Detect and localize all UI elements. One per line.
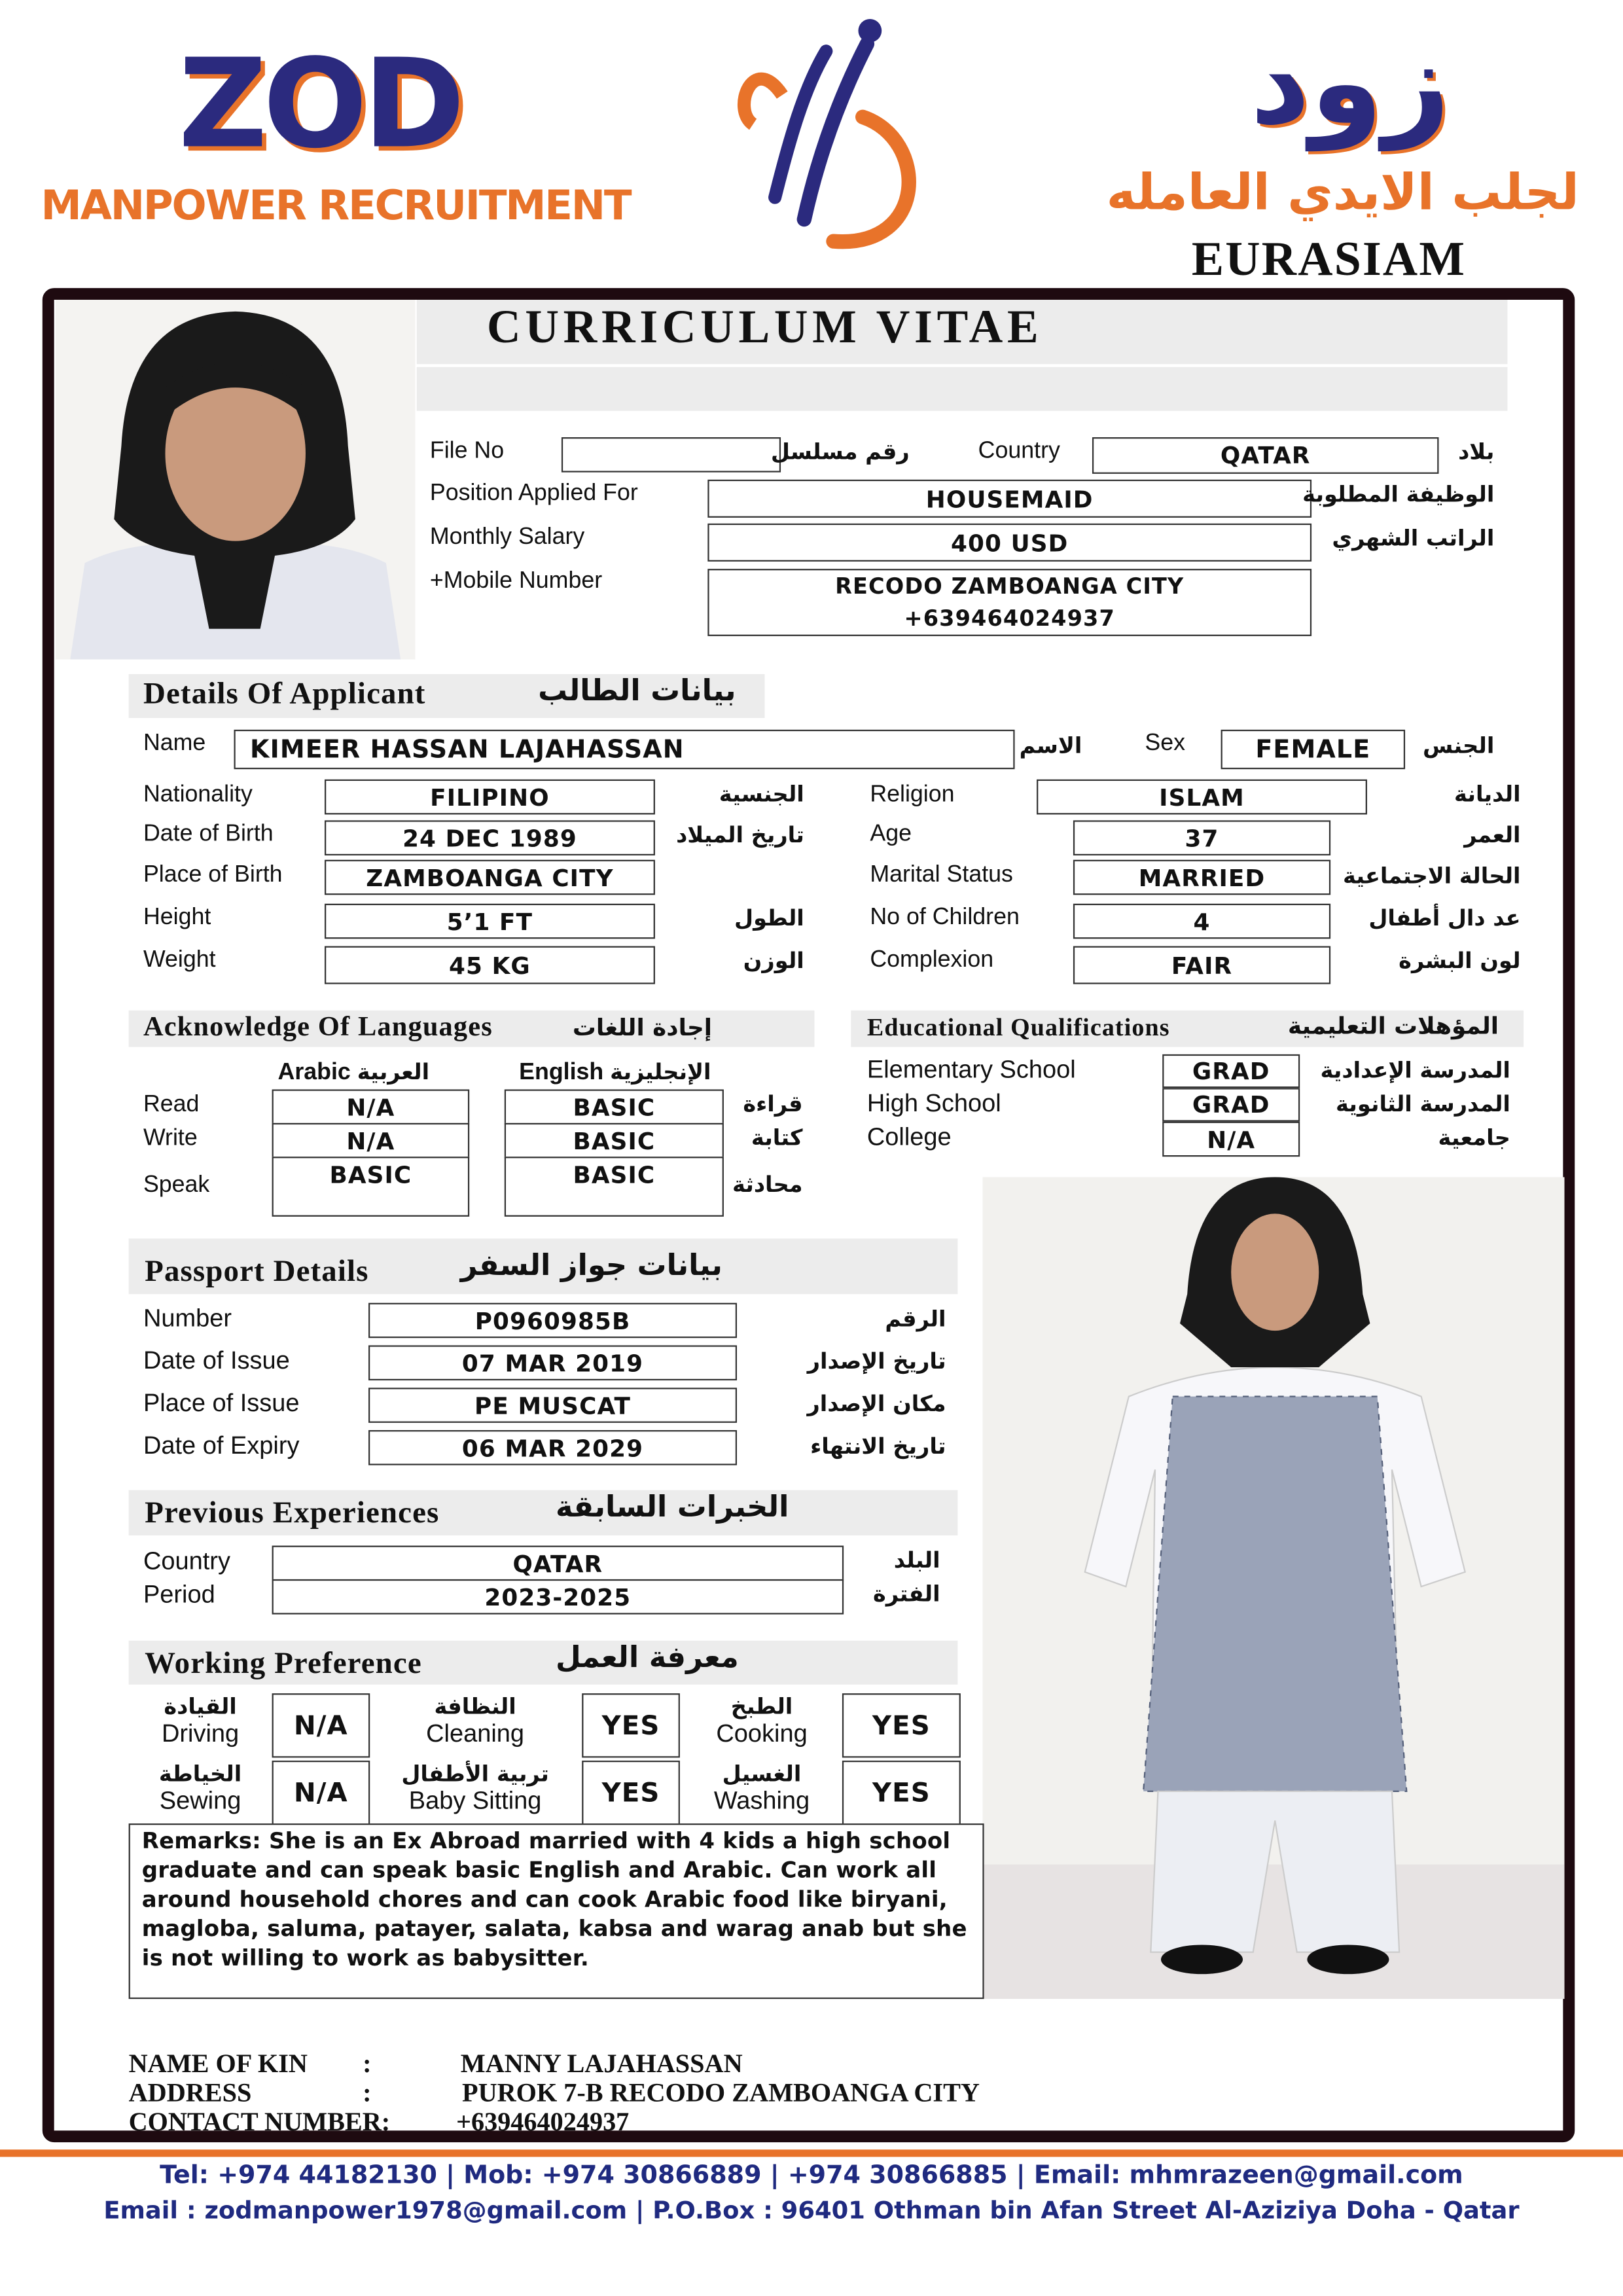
applicant-full-body-photo xyxy=(982,1177,1564,2000)
experience-country-label: Country xyxy=(143,1547,230,1575)
nationality-field[interactable]: FILIPINO xyxy=(325,780,655,815)
driving-label: Driving xyxy=(161,1719,240,1748)
kin-name-sep: : xyxy=(363,2049,372,2078)
expiry-date-field[interactable]: 06 MAR 2029 xyxy=(368,1430,737,1465)
footer-orange-rule xyxy=(0,2149,1623,2157)
complexion-field[interactable]: FAIR xyxy=(1073,946,1330,984)
cleaning-label: Cleaning xyxy=(426,1719,525,1748)
arabic-header-ar: العربية xyxy=(357,1058,430,1085)
age-label-ar: العمر xyxy=(1464,821,1521,848)
driving-field[interactable]: N/A xyxy=(272,1693,370,1757)
washing-label-ar: الغسيل xyxy=(722,1760,802,1787)
cleaning-field[interactable]: YES xyxy=(582,1693,680,1757)
highschool-field[interactable]: GRAD xyxy=(1162,1088,1300,1121)
brand-name: EURASIAM xyxy=(1191,234,1467,287)
applicant-headshot-photo xyxy=(56,300,416,660)
mobile-label: +Mobile Number xyxy=(429,569,603,594)
salary-label: Monthly Salary xyxy=(429,525,585,550)
washing-label: Washing xyxy=(713,1787,810,1815)
preference-title-ar: معرفة العمل xyxy=(555,1639,739,1675)
mobile-line-1: RECODO ZAMBOANGA CITY xyxy=(835,573,1185,600)
read-label-ar: قراءة xyxy=(743,1090,803,1117)
cooking-label: Cooking xyxy=(716,1719,808,1748)
height-label: Height xyxy=(143,905,211,930)
mobile-line-2: +639464024937 xyxy=(904,605,1115,632)
experience-country-label-ar: البلد xyxy=(893,1547,940,1573)
cooking-label-group xyxy=(696,1693,827,1749)
languages-title-ar: إجادة اللغات xyxy=(572,1013,713,1041)
name-label-ar: الاسم xyxy=(1019,732,1082,759)
cv-subtitle-band xyxy=(417,367,1508,411)
arabic-header-en: Arabic xyxy=(277,1060,351,1085)
education-title-ar: المؤهلات التعليمية xyxy=(1287,1012,1499,1040)
arabic-tagline: لجلب الايدي العامله xyxy=(1106,164,1579,223)
write-label-ar: كتابة xyxy=(751,1124,803,1151)
weight-field[interactable]: 45 KG xyxy=(325,946,655,984)
children-label-ar: عد دال أطفال xyxy=(1368,905,1521,932)
cooking-label-ar: الطبخ xyxy=(730,1693,793,1720)
issue-place-field[interactable]: PE MUSCAT xyxy=(368,1388,737,1423)
position-field[interactable]: HOUSEMAID xyxy=(707,480,1311,518)
speak-arabic-field[interactable]: BASIC xyxy=(272,1157,470,1217)
pob-label: Place of Birth xyxy=(143,863,283,888)
driving-label-ar: القيادة xyxy=(164,1693,237,1720)
sewing-label-group xyxy=(142,1761,259,1816)
height-label-ar: الطول xyxy=(734,905,804,932)
college-label-ar: جامعية xyxy=(1438,1124,1510,1151)
file-no-label-ar: رقم مسلسل xyxy=(770,439,910,465)
pob-field[interactable]: ZAMBOANGA CITY xyxy=(325,860,655,895)
religion-label-ar: الديانة xyxy=(1454,781,1521,808)
country-label-ar: بلاد xyxy=(1458,439,1495,465)
elementary-label: Elementary School xyxy=(866,1056,1076,1084)
write-english-field[interactable]: BASIC xyxy=(505,1123,724,1158)
experience-period-field[interactable]: 2023-2025 xyxy=(272,1579,844,1615)
expiry-date-label: Date of Expiry xyxy=(143,1431,300,1460)
english-header-ar: الإنجليزية xyxy=(610,1058,711,1085)
religion-field[interactable]: ISLAM xyxy=(1037,780,1367,815)
sex-field[interactable]: FEMALE xyxy=(1221,730,1406,769)
passport-title-ar: بيانات جواز السفر xyxy=(460,1247,722,1283)
experience-title: Previous Experiences xyxy=(145,1494,440,1530)
elementary-field[interactable]: GRAD xyxy=(1162,1054,1300,1088)
speak-english-field[interactable]: BASIC xyxy=(505,1157,724,1217)
passport-number-label-ar: الرقم xyxy=(885,1306,946,1333)
college-label: College xyxy=(866,1122,952,1151)
babysitting-label-group xyxy=(383,1761,567,1816)
kin-address-sep: : xyxy=(363,2077,372,2108)
kin-name-label: NAME OF KIN xyxy=(128,2049,308,2078)
kin-contact-label: CONTACT NUMBER: xyxy=(128,2107,391,2137)
write-arabic-field[interactable]: N/A xyxy=(272,1123,470,1158)
mobile-field[interactable] xyxy=(707,569,1311,636)
salary-field[interactable]: 400 USD xyxy=(707,524,1311,562)
country-label: Country xyxy=(978,439,1060,464)
experience-country-field[interactable]: QATAR xyxy=(272,1546,844,1581)
college-field[interactable]: N/A xyxy=(1162,1122,1300,1157)
issue-date-label-ar: تاريخ الإصدار xyxy=(807,1348,946,1375)
weight-label-ar: الوزن xyxy=(743,947,804,974)
position-label-ar: الوظيفة المطلوبة xyxy=(1302,481,1495,508)
issue-date-label: Date of Issue xyxy=(143,1346,290,1375)
details-title-ar: بيانات الطالب xyxy=(538,672,736,708)
remarks-box: Remarks: She is an Ex Abroad married with 4 kids a high school graduate and can speak basic English and Arabic. Can work all around household chores and can cook Arabic food like biryani, magloba, saluma, patayer, salata, kabsa and warag anab but she is not willing to work as babysitter. xyxy=(129,1823,984,1999)
sewing-label-ar: الخياطة xyxy=(158,1760,242,1787)
issue-place-label: Place of Issue xyxy=(143,1389,300,1417)
kin-address-label: ADDRESS xyxy=(128,2077,252,2108)
file-no-field[interactable] xyxy=(562,437,781,473)
complexion-label-ar: لون البشرة xyxy=(1399,947,1521,974)
babysitting-label-ar: تربية الأطفال xyxy=(401,1760,549,1787)
nationality-label-ar: الجنسية xyxy=(719,781,804,808)
issue-place-label-ar: مكان الإصدار xyxy=(807,1390,946,1417)
age-field[interactable]: 37 xyxy=(1073,820,1330,855)
details-title: Details Of Applicant xyxy=(143,675,426,711)
highschool-label-ar: المدرسة الثانوية xyxy=(1335,1090,1510,1117)
weight-label: Weight xyxy=(143,947,216,973)
cleaning-label-ar: النظافة xyxy=(434,1693,516,1720)
sewing-label: Sewing xyxy=(159,1787,241,1815)
children-label: No of Children xyxy=(870,905,1020,930)
file-no-label: File No xyxy=(429,439,505,464)
name-field[interactable]: KIMEER HASSAN LAJAHASSAN xyxy=(234,730,1014,769)
passport-title: Passport Details xyxy=(145,1253,369,1289)
expiry-date-label-ar: تاريخ الانتهاء xyxy=(810,1433,946,1460)
read-label: Read xyxy=(143,1092,200,1117)
zod-logo-text: ZOD xyxy=(178,32,461,176)
washing-label-group xyxy=(696,1761,827,1816)
highschool-label: High School xyxy=(866,1089,1001,1117)
country-field[interactable]: QATAR xyxy=(1092,437,1439,474)
speak-label: Speak xyxy=(143,1172,210,1198)
name-label: Name xyxy=(143,731,206,757)
position-label: Position Applied For xyxy=(429,481,638,507)
elementary-label-ar: المدرسة الإعدادية xyxy=(1320,1057,1510,1084)
religion-label: Religion xyxy=(870,782,955,808)
passport-number-field[interactable]: P0960985B xyxy=(368,1303,737,1338)
kin-address-value: PUROK 7-B RECODO ZAMBOANGA CITY xyxy=(462,2077,980,2108)
experience-title-ar: الخبرات السابقة xyxy=(555,1488,789,1524)
washing-field[interactable]: YES xyxy=(842,1761,961,1825)
dob-label-ar: تاريخ الميلاد xyxy=(676,821,804,848)
cv-title: CURRICULUM VITAE xyxy=(486,300,1043,353)
height-field[interactable]: 5’1 FT xyxy=(325,904,655,939)
languages-title: Acknowledge Of Languages xyxy=(143,1012,493,1043)
english-column-header xyxy=(519,1059,711,1086)
read-arabic-field[interactable]: N/A xyxy=(272,1089,470,1124)
sex-label-ar: الجنس xyxy=(1423,732,1495,759)
kin-name-value: MANNY LAJAHASSAN xyxy=(460,2049,743,2078)
marital-label-ar: الحالة الاجتماعية xyxy=(1342,863,1521,889)
nationality-label: Nationality xyxy=(143,782,253,808)
speak-label-ar: محادثة xyxy=(732,1171,803,1198)
dob-label: Date of Birth xyxy=(143,821,274,847)
preference-title: Working Preference xyxy=(145,1645,422,1681)
sewing-field[interactable]: N/A xyxy=(272,1761,370,1825)
salary-label-ar: الراتب الشهري xyxy=(1332,525,1495,552)
complexion-label: Complexion xyxy=(870,947,994,973)
babysitting-label: Baby Sitting xyxy=(408,1787,542,1815)
experience-period-label: Period xyxy=(143,1581,215,1609)
babysitting-field[interactable]: YES xyxy=(582,1761,680,1825)
footer-contact-line-1: Tel: +974 44182130 | Mob: +974 30866889 | +974 30866885 | Email: mhmrazeen@gmail.com xyxy=(160,2161,1463,2191)
footer-contact-line-2: Email : zodmanpower1978@gmail.com | P.O.Box : 96401 Othman bin Afan Street Al-Aziziya Doha - Qatar xyxy=(103,2196,1520,2225)
driving-label-group xyxy=(142,1693,259,1749)
cooking-field[interactable]: YES xyxy=(842,1693,961,1757)
company-subtitle: MANPOWER RECRUITMENT xyxy=(41,181,631,230)
dob-field[interactable]: 24 DEC 1989 xyxy=(325,820,655,855)
write-label: Write xyxy=(143,1126,198,1151)
marital-label: Marital Status xyxy=(870,863,1013,888)
sex-label: Sex xyxy=(1145,731,1185,757)
company-logo-icon xyxy=(724,7,943,256)
children-field[interactable]: 4 xyxy=(1073,904,1330,939)
english-header-en: English xyxy=(519,1060,604,1085)
issue-date-field[interactable]: 07 MAR 2019 xyxy=(368,1345,737,1380)
marital-field[interactable]: MARRIED xyxy=(1073,860,1330,895)
experience-period-label-ar: الفترة xyxy=(873,1581,940,1607)
passport-number-label: Number xyxy=(143,1304,232,1333)
read-english-field[interactable]: BASIC xyxy=(505,1089,724,1124)
zod-arabic-logo: زود xyxy=(1250,14,1450,151)
education-title: Educational Qualifications xyxy=(866,1013,1170,1041)
cleaning-label-group xyxy=(387,1693,563,1749)
arabic-column-header xyxy=(277,1059,429,1086)
kin-contact-value: +639464024937 xyxy=(456,2107,630,2137)
age-label: Age xyxy=(870,821,912,847)
